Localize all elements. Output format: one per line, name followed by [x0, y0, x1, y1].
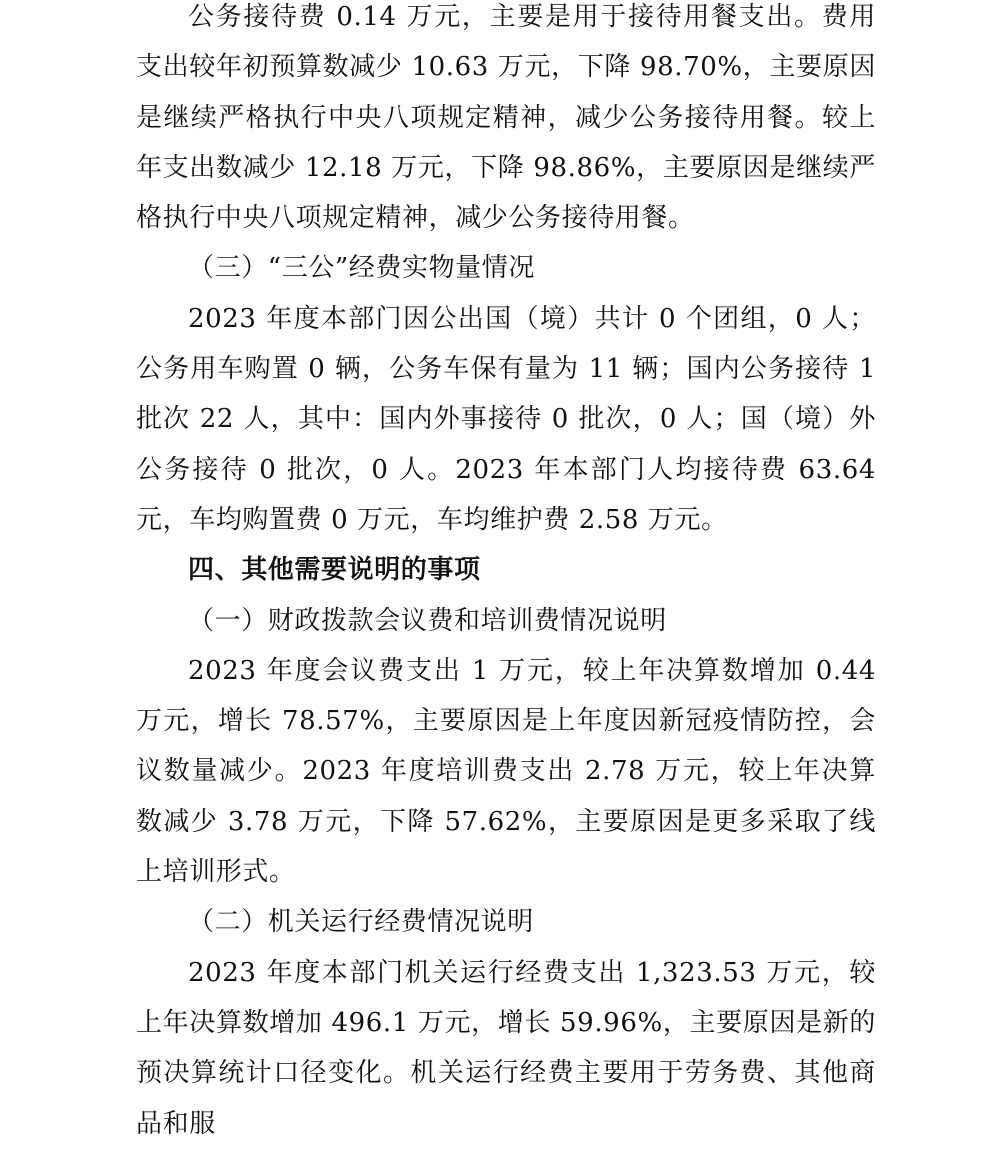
section-heading-operating-expense: （二）机关运行经费情况说明 — [188, 907, 534, 938]
section-heading-meeting-training: （一）财政拨款会议费和培训费情况说明 — [188, 605, 667, 636]
document-page — [136, 0, 876, 1149]
paragraph-reception-expense: 公务接待费 0.14 万元，主要是用于接待用餐支出。费用支出较年初预算数减少 10.63 万元，下降 98.70%，主要原因是继续严格执行中央八项规定精神，减少公务接待用餐。较上年支出数减少 12.18 万元，下降 98.86%，主要原因是继续严格执行中央八项规定精神，减少公务接待用餐。 — [136, 2, 876, 234]
paragraph-three-public-quantities: 2023 年度本部门因公出国（境）共计 0 个团组，0 人；公务用车购置 0 辆，公务车保有量为 11 辆；国内公务接待 1 批次 22 人，其中：国内外事接待 0 批次，0 人；国（境）外公务接待 0 批次，0 人。2023 年本部门人均接待费 63.64 元，车均购置费 0 万元，车均维护费 2.58 万元。 — [136, 303, 876, 535]
paragraph-operating-expense: 2023 年度本部门机关运行经费支出 1,323.53 万元，较上年决算数增加 496.1 万元，增长 59.96%，主要原因是新的预决算统计口径变化。机关运行经费主要用于劳务费、其他商品和服 — [136, 957, 876, 1139]
paragraph-meeting-training: 2023 年度会议费支出 1 万元，较上年决算数增加 0.44 万元，增长 78.57%，主要原因是上年度因新冠疫情防控，会议数量减少。2023 年度培训费支出 2.78 万元，较上年决算数减少 3.78 万元，下降 57.62%，主要原因是更多采取了线上培训形式。 — [136, 655, 876, 888]
section-heading-three-public-quantities: （三）“三公”经费实物量情况 — [188, 253, 535, 284]
chapter-heading-other-matters: 四、其他需要说明的事项 — [188, 555, 481, 586]
